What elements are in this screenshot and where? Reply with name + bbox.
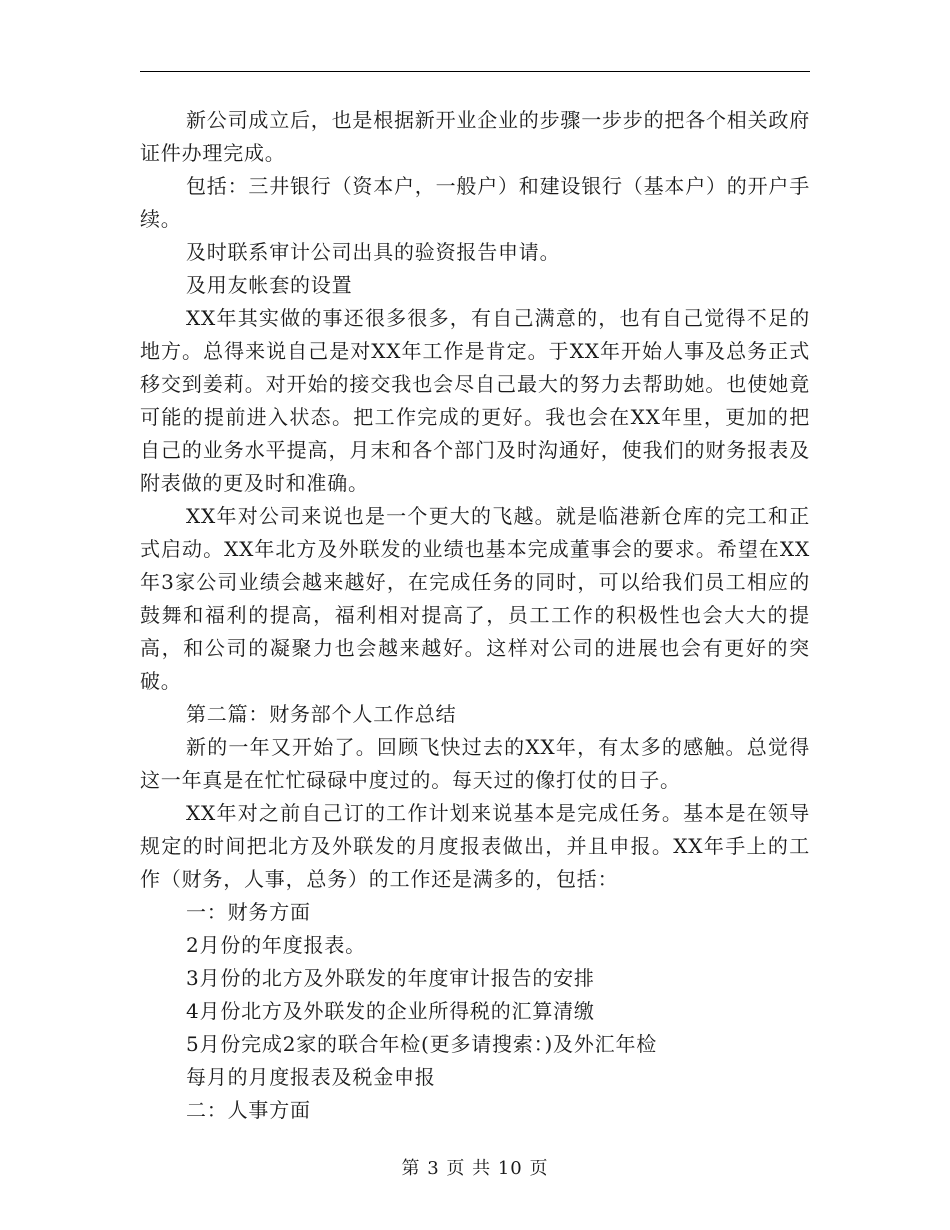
- list-item: 每月的月度报表及税金申报: [186, 1065, 436, 1089]
- section-heading: 第二篇：财务部个人工作总结: [186, 702, 457, 726]
- paragraph: 包括：三井银行（资本户，一般户）和建设银行（基本户）的开户手续。: [140, 174, 810, 231]
- paragraph: XX年对之前自己订的工作计划来说基本是完成任务。基本是在领导规定的时间把北方及外联发的月度报表做出，并且申报。XX年手上的工作（财务，人事，总务）的工作还是满多的，包括：: [140, 801, 810, 891]
- document-body: [140, 104, 810, 1127]
- paragraph: 新公司成立后，也是根据新开业企业的步骤一步步的把各个相关政府证件办理完成。: [140, 108, 810, 165]
- list-item: 5月份完成2家的联合年检(更多请搜索：)及外汇年检: [186, 1032, 658, 1056]
- list-item: 4月份北方及外联发的企业所得税的汇算清缴: [186, 999, 595, 1023]
- paragraph: 新的一年又开始了。回顾飞快过去的XX年，有太多的感触。总觉得这一年真是在忙忙碌碌中度过的。每天过的像打仗的日子。: [140, 735, 810, 792]
- page-number-footer: 第 3 页 共 10 页: [401, 1158, 549, 1179]
- paragraph: XX年其实做的事还很多很多，有自己满意的，也有自己觉得不足的地方。总得来说自己是对XX年工作是肯定。于XX年开始人事及总务正式移交到姜莉。对开始的接交我也会尽自己最大的努力去帮助她。也使她竟可能的提前进入状态。把工作完成的更好。我也会在XX年里，更加的把自己的业务水平提高，月末和各个部门及时沟通好，使我们的财务报表及附表做的更及时和准确。: [140, 306, 810, 495]
- list-heading: 二：人事方面: [186, 1098, 311, 1122]
- header-rule: [140, 71, 810, 72]
- paragraph: 及时联系审计公司出具的验资报告申请。: [186, 240, 561, 264]
- list-item: 2月份的年度报表。: [186, 933, 366, 957]
- paragraph: XX年对公司来说也是一个更大的飞越。就是临港新仓库的完工和正式启动。XX年北方及外联发的业绩也基本完成董事会的要求。希望在XX年3家公司业绩会越来越好，在完成任务的同时，可以给我们员工相应的鼓舞和福利的提高，福利相对提高了，员工工作的积极性也会大大的提高，和公司的凝聚力也会越来越好。这样对公司的进展也会有更好的突破。: [140, 504, 810, 693]
- list-heading: 一：财务方面: [186, 900, 311, 924]
- paragraph: 及用友帐套的设置: [186, 273, 353, 297]
- list-item: 3月份的北方及外联发的年度审计报告的安排: [186, 966, 595, 990]
